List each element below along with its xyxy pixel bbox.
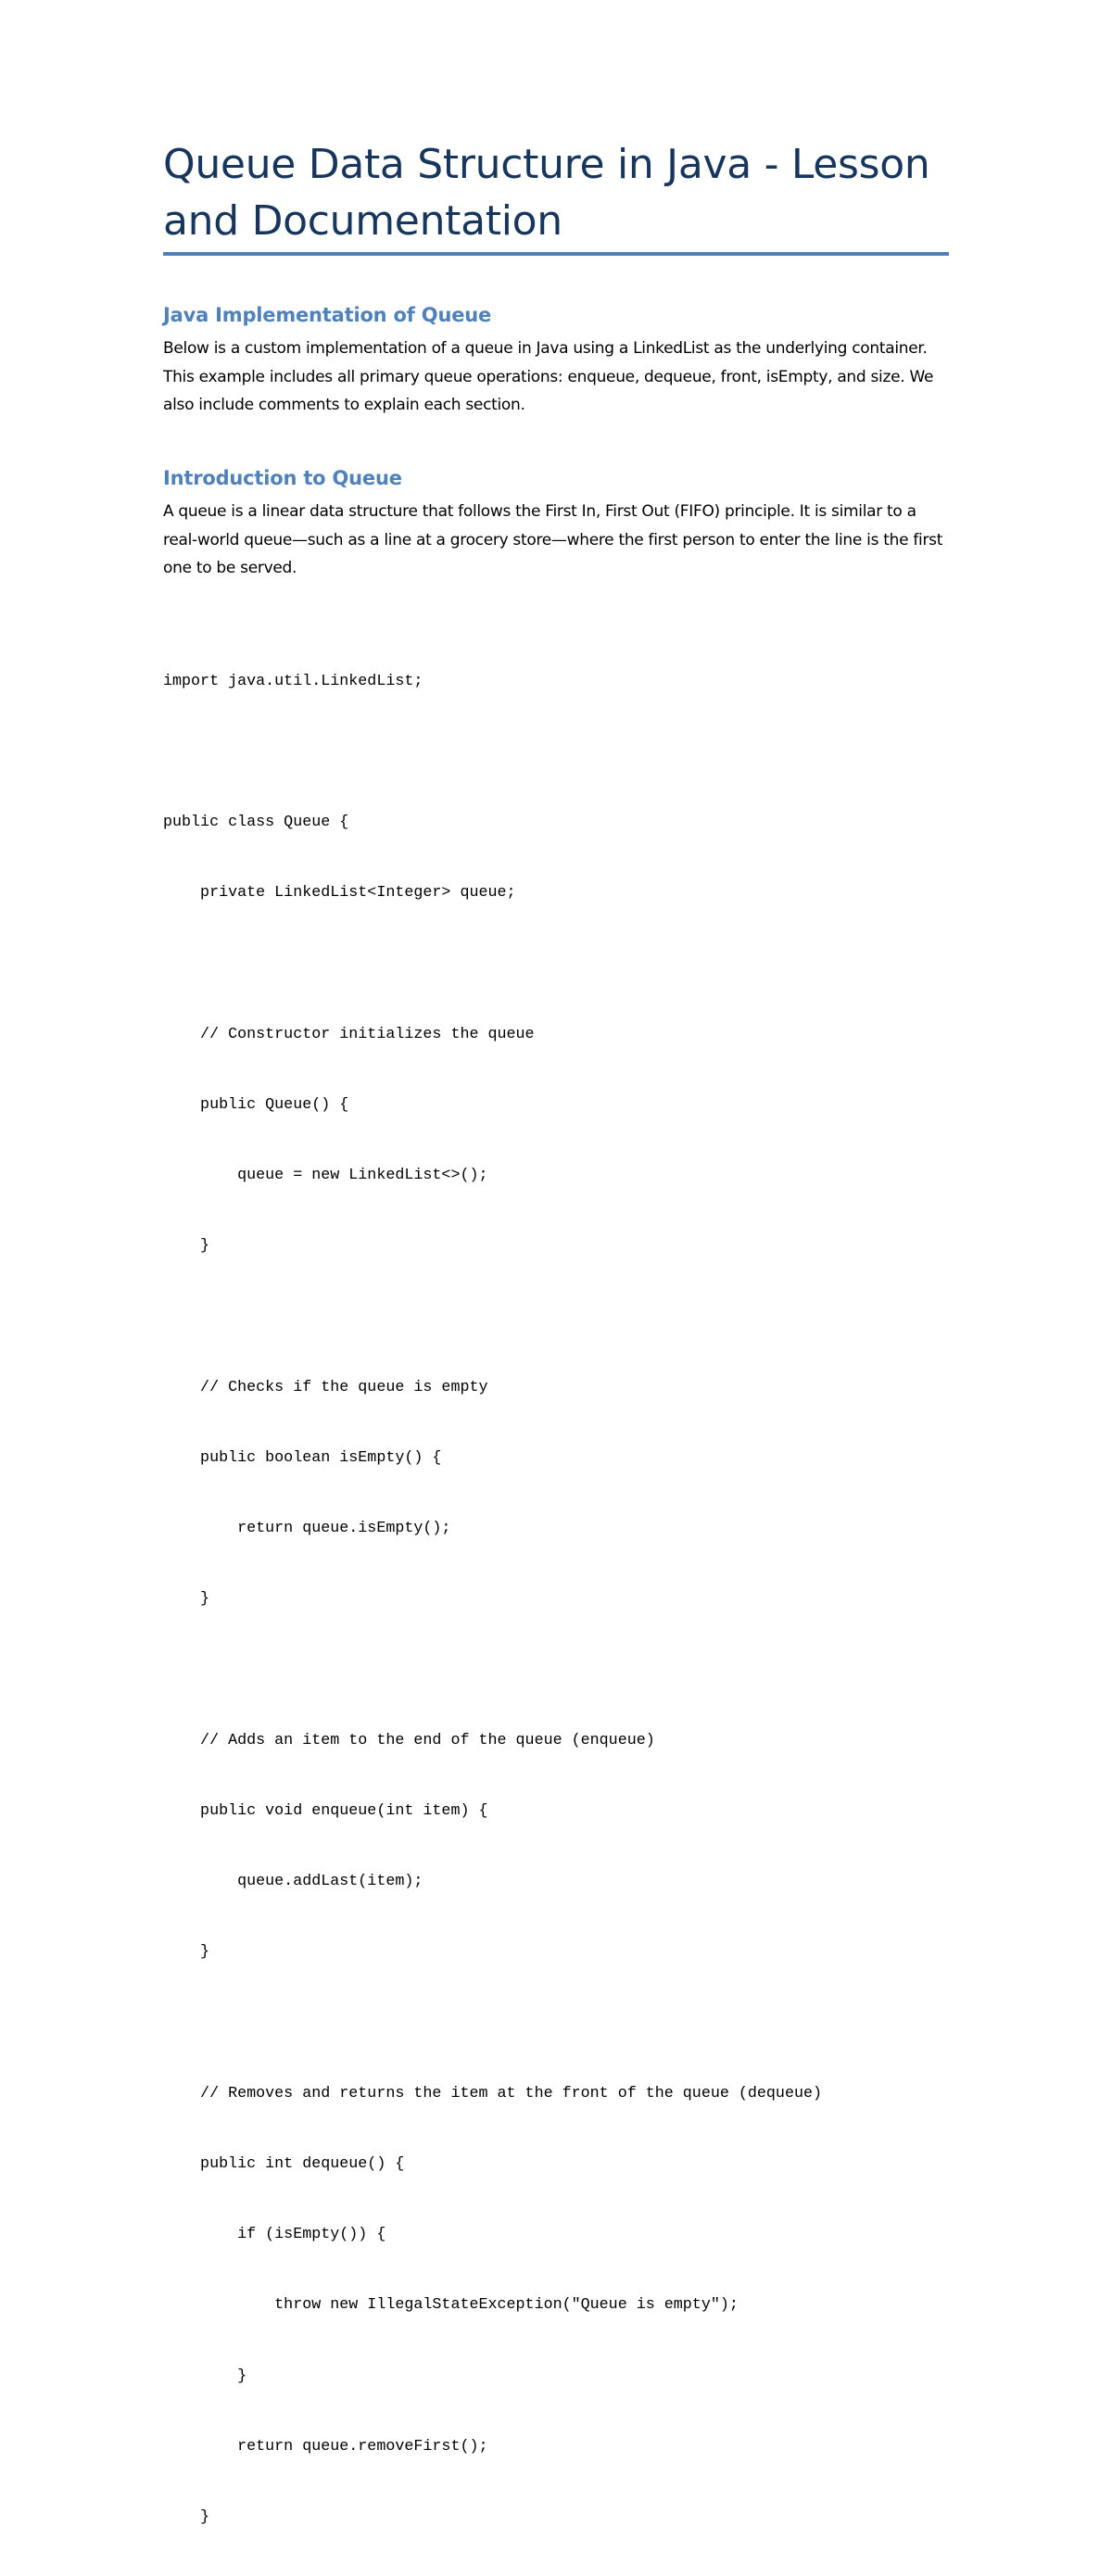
code-block xyxy=(163,623,822,2576)
code-line: return queue.isEmpty(); xyxy=(163,1520,451,1538)
section-paragraph-introduction: A queue is a linear data structure that follows the First In, First Out (FIFO) principle. It is similar to a real-world queue—such as a line at a grocery store—where the first person to enter the line is the first one to be served. xyxy=(163,502,943,577)
code-line: queue.addLast(item); xyxy=(163,1873,423,1891)
code-line: } xyxy=(163,2367,247,2385)
code-line xyxy=(163,740,822,764)
code-line: } xyxy=(163,1237,210,1256)
code-line: // Checks if the queue is empty xyxy=(163,1378,488,1396)
code-line xyxy=(163,1659,822,1682)
document-title: Queue Data Structure in Java - Lesson and Documentation xyxy=(163,141,930,245)
code-line: // Adds an item to the end of the queue (enqueue) xyxy=(163,1731,655,1749)
code-line: if (isEmpty()) { xyxy=(163,2226,386,2244)
code-line xyxy=(163,953,822,976)
code-line: queue = new LinkedList<>(); xyxy=(163,1167,488,1185)
code-line: throw new IllegalStateException("Queue is empty"); xyxy=(163,2296,739,2315)
code-line: } xyxy=(163,1943,210,1962)
code-line xyxy=(163,2012,822,2035)
code-line: } xyxy=(163,2508,210,2527)
section-heading-java-implementation: Java Implementation of Queue xyxy=(163,304,492,326)
code-line: public Queue() { xyxy=(163,1096,349,1115)
section-paragraph-java-implementation: Below is a custom implementation of a queue in Java using a LinkedList as the underlying container. This example includes all primary queue operations: enqueue, dequeue, front, isEmpty, and size. We also include comments to explain each section. xyxy=(163,339,934,414)
code-line: private LinkedList<Integer> queue; xyxy=(163,884,516,903)
section-heading-introduction: Introduction to Queue xyxy=(163,467,402,489)
code-line: // Removes and returns the item at the front of the queue (dequeue) xyxy=(163,2084,823,2102)
code-line: public class Queue { xyxy=(163,814,349,832)
code-line: public int dequeue() { xyxy=(163,2155,405,2174)
title-underline xyxy=(163,252,949,256)
code-line: import java.util.LinkedList; xyxy=(163,672,423,690)
code-line xyxy=(163,1306,822,1329)
code-line: public boolean isEmpty() { xyxy=(163,1449,442,1468)
code-line: } xyxy=(163,1590,210,1609)
code-line: public void enqueue(int item) { xyxy=(163,1802,488,1821)
code-line: return queue.removeFirst(); xyxy=(163,2437,488,2456)
code-line: // Constructor initializes the queue xyxy=(163,1025,535,1043)
